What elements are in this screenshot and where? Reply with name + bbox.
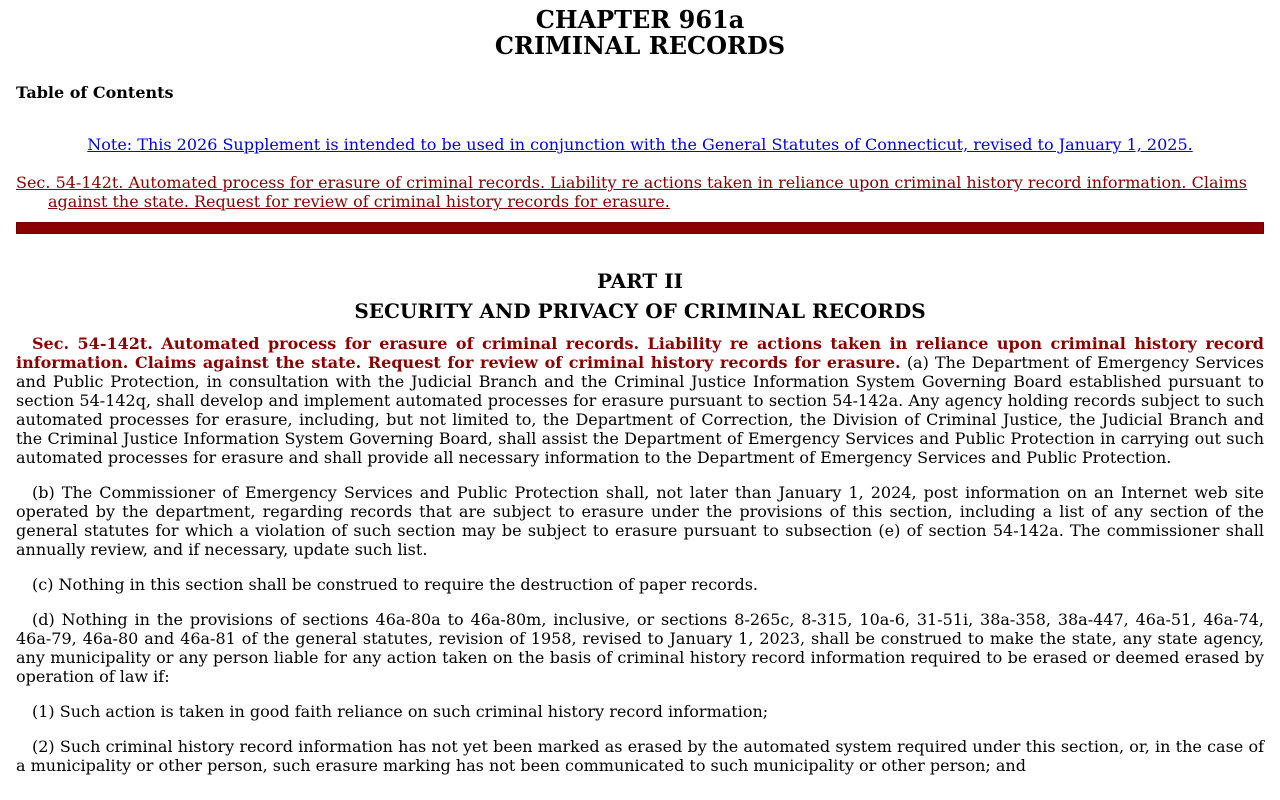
section-paragraph-b: (b) The Commissioner of Emergency Services and Public Protection shall, not later than January 1, 2024, post information on an Internet web site operated by the department, regarding records that are subject to erasure under the provisions of this section, including a list of any section of the general statutes for which a violation of such section may be subject to erasure pursuant to subsection (e) of section 54-142a. The commissioner shall annually review, and if necessary, update such list. [16,483,1264,559]
part-title: SECURITY AND PRIVACY OF CRIMINAL RECORDS [354,299,926,323]
section-paragraph-c: (c) Nothing in this section shall be construed to require the destruction of paper records. [32,575,758,594]
section-paragraph-a [16,334,1264,467]
chapter-title: CRIMINAL RECORDS [494,31,786,60]
part-number: PART II [597,269,683,293]
chapter-number: CHAPTER 961a [535,5,745,34]
toc-section-link[interactable]: Sec. 54-142t. Automated process for erasure of criminal records. Liability re actions taken in reliance upon criminal history record information. Claims against the state. Request for review of criminal history records for erasure. [16,173,1247,211]
section-text-a: (a) The Department of Emergency Services and Public Protection, in consultation with the Judicial Branch and the Criminal Justice Information System Governing Board established pursuant to section 54-142q, shall develop and implement automated processes for erasure pursuant to section 54-142a. Any agency holding records subject to such automated processes for erasure, including, but not limited to, the Department of Correction, the Division of Criminal Justice, the Judicial Branch and the Criminal Justice Information System Governing Board, shall assist the Department of Emergency Services and Public Protection in carrying out such automated processes for erasure and shall provide all necessary information to the Department of Emergency Services and Public Protection. [16,353,1265,467]
supplement-note [16,135,1264,155]
toc-title: Table of Contents [16,83,174,102]
section-paragraph-d: (d) Nothing in the provisions of sections 46a-80a to 46a-80m, inclusive, or sections 8-265c, 8-315, 10a-6, 31-51i, 38a-358, 38a-447, 46a-51, 46a-74, 46a-79, 46a-80 and 46a-81 of the general statutes, revision of 1958, revised to January 1, 2023, shall be construed to make the state, any state agency, any municipality or any person liable for any action taken on the basis of criminal history record information required to be erased or deemed erased by operation of law if: [16,610,1264,686]
supplement-note-link[interactable]: Note: This 2026 Supplement is intended to be used in conjunction with the General Statutes of Connecticut, revised to January 1, 2025. [87,135,1193,154]
chapter-heading [16,7,1264,59]
toc-entry [16,173,1264,211]
section-heading: Sec. 54-142t. Automated process for erasure of criminal records. Liability re actions taken in reliance upon criminal history record information. Claims against the state. Request for review of criminal history records for erasure. [16,334,1264,372]
statute-page [16,7,1264,775]
section-paragraph-d2: (2) Such criminal history record information has not yet been marked as erased by the automated system required under this section, or, in the case of a municipality or other person, such erasure marking has not been communicated to such municipality or other person; and [16,737,1264,775]
divider-bar [16,222,1264,234]
section-paragraph-d1: (1) Such action is taken in good faith reliance on such criminal history record information; [32,702,769,721]
